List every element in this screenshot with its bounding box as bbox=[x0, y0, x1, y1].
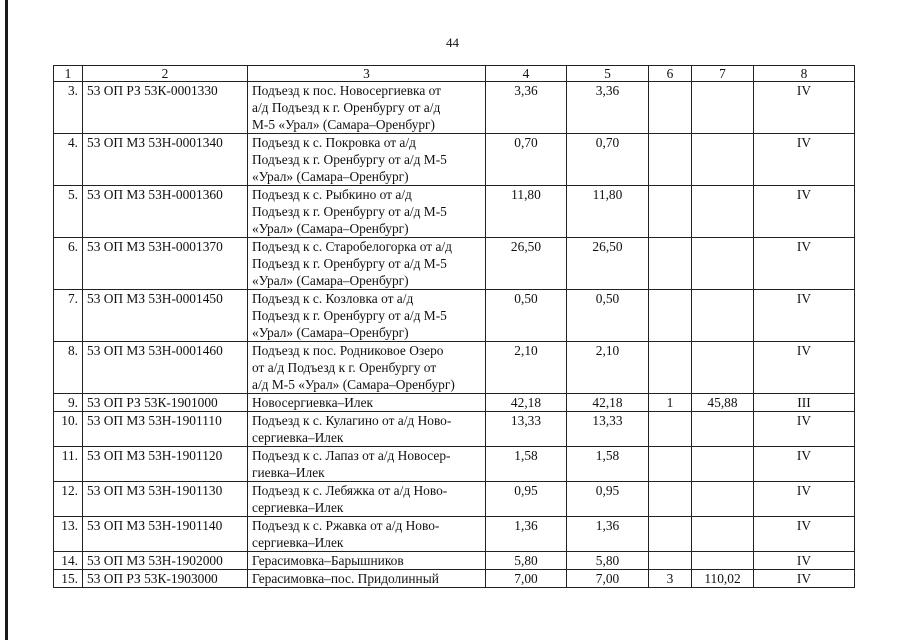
column-header: 5 bbox=[567, 66, 649, 82]
category-cell: IV bbox=[754, 186, 855, 238]
road-code-cell: 53 ОП МЗ 53Н-0001370 bbox=[83, 238, 248, 290]
column-header: 2 bbox=[83, 66, 248, 82]
road-name-cell bbox=[248, 447, 486, 482]
count-cell bbox=[649, 134, 692, 186]
category-cell: III bbox=[754, 394, 855, 412]
table-row bbox=[54, 482, 855, 517]
table-row bbox=[54, 412, 855, 447]
count-cell bbox=[649, 412, 692, 447]
road-name-line: «Урал» (Самара–Оренбург) bbox=[252, 325, 409, 340]
road-name-cell bbox=[248, 412, 486, 447]
road-code-cell: 53 ОП МЗ 53Н-0001340 bbox=[83, 134, 248, 186]
road-name-line: Подъезд к с. Покровка от а/д bbox=[252, 135, 416, 150]
category-cell: IV bbox=[754, 447, 855, 482]
count-cell bbox=[649, 238, 692, 290]
length-cell: 13,33 bbox=[567, 412, 649, 447]
category-cell: IV bbox=[754, 517, 855, 552]
length-cell: 0,70 bbox=[486, 134, 567, 186]
table-row bbox=[54, 447, 855, 482]
table-row bbox=[54, 290, 855, 342]
count-cell bbox=[649, 447, 692, 482]
row-number-cell: 10. bbox=[54, 412, 83, 447]
road-name-line: от а/д Подъезд к г. Оренбургу от bbox=[252, 360, 437, 375]
road-code-cell: 53 ОП МЗ 53Н-1901120 bbox=[83, 447, 248, 482]
road-name-line: гиевка–Илек bbox=[252, 465, 325, 480]
row-number-cell: 4. bbox=[54, 134, 83, 186]
table-row bbox=[54, 394, 855, 412]
road-code-cell: 53 ОП МЗ 53Н-1901140 bbox=[83, 517, 248, 552]
value-cell bbox=[692, 517, 754, 552]
roads-table bbox=[53, 65, 855, 588]
row-number-cell: 9. bbox=[54, 394, 83, 412]
road-code-cell: 53 ОП МЗ 53Н-1901130 bbox=[83, 482, 248, 517]
table-row bbox=[54, 552, 855, 570]
category-cell: IV bbox=[754, 134, 855, 186]
road-name-cell bbox=[248, 482, 486, 517]
value-cell bbox=[692, 412, 754, 447]
value-cell bbox=[692, 447, 754, 482]
length-cell: 13,33 bbox=[486, 412, 567, 447]
value-cell: 45,88 bbox=[692, 394, 754, 412]
table-row bbox=[54, 82, 855, 134]
value-cell bbox=[692, 186, 754, 238]
category-cell: IV bbox=[754, 570, 855, 588]
category-cell: IV bbox=[754, 82, 855, 134]
category-cell: IV bbox=[754, 412, 855, 447]
length-cell: 2,10 bbox=[567, 342, 649, 394]
length-cell: 2,10 bbox=[486, 342, 567, 394]
length-cell: 3,36 bbox=[486, 82, 567, 134]
count-cell bbox=[649, 552, 692, 570]
road-name-line: Подъезд к с. Старобелогорка от а/д bbox=[252, 239, 452, 254]
road-name-line: Новосергиевка–Илек bbox=[252, 395, 374, 410]
category-cell: IV bbox=[754, 552, 855, 570]
page-number: 44 bbox=[446, 35, 459, 50]
value-cell bbox=[692, 342, 754, 394]
table-row bbox=[54, 570, 855, 588]
road-name-line: «Урал» (Самара–Оренбург) bbox=[252, 273, 409, 288]
road-name-cell bbox=[248, 290, 486, 342]
length-cell: 5,80 bbox=[486, 552, 567, 570]
road-name-line: Подъезд к с. Ржавка от а/д Ново- bbox=[252, 518, 440, 533]
value-cell bbox=[692, 82, 754, 134]
length-cell: 42,18 bbox=[567, 394, 649, 412]
row-number-cell: 11. bbox=[54, 447, 83, 482]
length-cell: 26,50 bbox=[486, 238, 567, 290]
length-cell: 1,58 bbox=[486, 447, 567, 482]
road-name-line: Подъезд к с. Лапаз от а/д Новосер- bbox=[252, 448, 451, 463]
row-number-cell: 6. bbox=[54, 238, 83, 290]
road-name-cell bbox=[248, 82, 486, 134]
column-header: 4 bbox=[486, 66, 567, 82]
table-row bbox=[54, 342, 855, 394]
row-number-cell: 5. bbox=[54, 186, 83, 238]
road-code-cell: 53 ОП МЗ 53Н-0001360 bbox=[83, 186, 248, 238]
road-name-line: «Урал» (Самара–Оренбург) bbox=[252, 169, 409, 184]
row-number-cell: 3. bbox=[54, 82, 83, 134]
road-code-cell: 53 ОП МЗ 53Н-0001450 bbox=[83, 290, 248, 342]
column-header: 1 bbox=[54, 66, 83, 82]
value-cell bbox=[692, 290, 754, 342]
road-name-line: Подъезд к пос. Родниковое Озеро bbox=[252, 343, 444, 358]
road-code-cell: 53 ОП РЗ 53К-1901000 bbox=[83, 394, 248, 412]
length-cell: 11,80 bbox=[567, 186, 649, 238]
column-header: 6 bbox=[649, 66, 692, 82]
category-cell: IV bbox=[754, 290, 855, 342]
count-cell bbox=[649, 290, 692, 342]
length-cell: 0,95 bbox=[486, 482, 567, 517]
length-cell: 0,95 bbox=[567, 482, 649, 517]
length-cell: 0,50 bbox=[567, 290, 649, 342]
road-code-cell: 53 ОП МЗ 53Н-1902000 bbox=[83, 552, 248, 570]
count-cell bbox=[649, 482, 692, 517]
row-number-cell: 8. bbox=[54, 342, 83, 394]
road-name-cell bbox=[248, 134, 486, 186]
length-cell: 0,70 bbox=[567, 134, 649, 186]
road-name-line: Подъезд к г. Оренбургу от а/д М-5 bbox=[252, 152, 447, 167]
value-cell bbox=[692, 134, 754, 186]
road-name-line: а/д Подъезд к г. Оренбургу от а/д bbox=[252, 100, 441, 115]
category-cell: IV bbox=[754, 482, 855, 517]
road-name-cell bbox=[248, 186, 486, 238]
category-cell: IV bbox=[754, 342, 855, 394]
road-name-line: Подъезд к с. Рыбкино от а/д bbox=[252, 187, 412, 202]
road-code-cell: 53 ОП МЗ 53Н-0001460 bbox=[83, 342, 248, 394]
count-cell bbox=[649, 517, 692, 552]
count-cell: 1 bbox=[649, 394, 692, 412]
road-name-line: Подъезд к с. Козловка от а/д bbox=[252, 291, 414, 306]
column-header: 7 bbox=[692, 66, 754, 82]
length-cell: 1,58 bbox=[567, 447, 649, 482]
length-cell: 42,18 bbox=[486, 394, 567, 412]
road-name-line: Подъезд к г. Оренбургу от а/д М-5 bbox=[252, 308, 447, 323]
count-cell bbox=[649, 82, 692, 134]
road-name-line: Герасимовка–Барышников bbox=[252, 553, 404, 568]
table-row bbox=[54, 238, 855, 290]
value-cell: 110,02 bbox=[692, 570, 754, 588]
value-cell bbox=[692, 552, 754, 570]
row-number-cell: 12. bbox=[54, 482, 83, 517]
road-name-line: Подъезд к г. Оренбургу от а/д М-5 bbox=[252, 256, 447, 271]
row-number-cell: 13. bbox=[54, 517, 83, 552]
road-name-line: а/д М-5 «Урал» (Самара–Оренбург) bbox=[252, 377, 455, 392]
length-cell: 1,36 bbox=[486, 517, 567, 552]
length-cell: 5,80 bbox=[567, 552, 649, 570]
road-name-cell bbox=[248, 342, 486, 394]
length-cell: 7,00 bbox=[567, 570, 649, 588]
length-cell: 7,00 bbox=[486, 570, 567, 588]
row-number-cell: 15. bbox=[54, 570, 83, 588]
column-header: 3 bbox=[248, 66, 486, 82]
road-name-line: Подъезд к с. Лебяжка от а/д Ново- bbox=[252, 483, 448, 498]
road-name-line: Подъезд к г. Оренбургу от а/д М-5 bbox=[252, 204, 447, 219]
length-cell: 1,36 bbox=[567, 517, 649, 552]
road-name-line: сергиевка–Илек bbox=[252, 500, 344, 515]
road-name-line: Подъезд к пос. Новосергиевка от bbox=[252, 83, 441, 98]
value-cell bbox=[692, 238, 754, 290]
road-name-cell bbox=[248, 570, 486, 588]
road-code-cell: 53 ОП МЗ 53Н-1901110 bbox=[83, 412, 248, 447]
row-number-cell: 14. bbox=[54, 552, 83, 570]
category-cell: IV bbox=[754, 238, 855, 290]
length-cell: 0,50 bbox=[486, 290, 567, 342]
column-header: 8 bbox=[754, 66, 855, 82]
road-name-line: Герасимовка–пос. Придолинный bbox=[252, 571, 439, 586]
road-name-line: «Урал» (Самара–Оренбург) bbox=[252, 221, 409, 236]
row-number-cell: 7. bbox=[54, 290, 83, 342]
road-code-cell: 53 ОП РЗ 53К-1903000 bbox=[83, 570, 248, 588]
road-name-cell bbox=[248, 394, 486, 412]
road-name-line: Подъезд к с. Кулагино от а/д Ново- bbox=[252, 413, 452, 428]
road-name-cell bbox=[248, 552, 486, 570]
length-cell: 3,36 bbox=[567, 82, 649, 134]
table-row bbox=[54, 186, 855, 238]
road-code-cell: 53 ОП РЗ 53К-0001330 bbox=[83, 82, 248, 134]
road-name-cell bbox=[248, 517, 486, 552]
count-cell bbox=[649, 342, 692, 394]
count-cell: 3 bbox=[649, 570, 692, 588]
page-edge-rule bbox=[5, 0, 8, 640]
value-cell bbox=[692, 482, 754, 517]
length-cell: 26,50 bbox=[567, 238, 649, 290]
column-number-row bbox=[54, 66, 855, 82]
table-row bbox=[54, 134, 855, 186]
count-cell bbox=[649, 186, 692, 238]
length-cell: 11,80 bbox=[486, 186, 567, 238]
road-name-cell bbox=[248, 238, 486, 290]
table-row bbox=[54, 517, 855, 552]
road-name-line: сергиевка–Илек bbox=[252, 430, 344, 445]
road-name-line: М-5 «Урал» (Самара–Оренбург) bbox=[252, 117, 436, 132]
road-name-line: сергиевка–Илек bbox=[252, 535, 344, 550]
